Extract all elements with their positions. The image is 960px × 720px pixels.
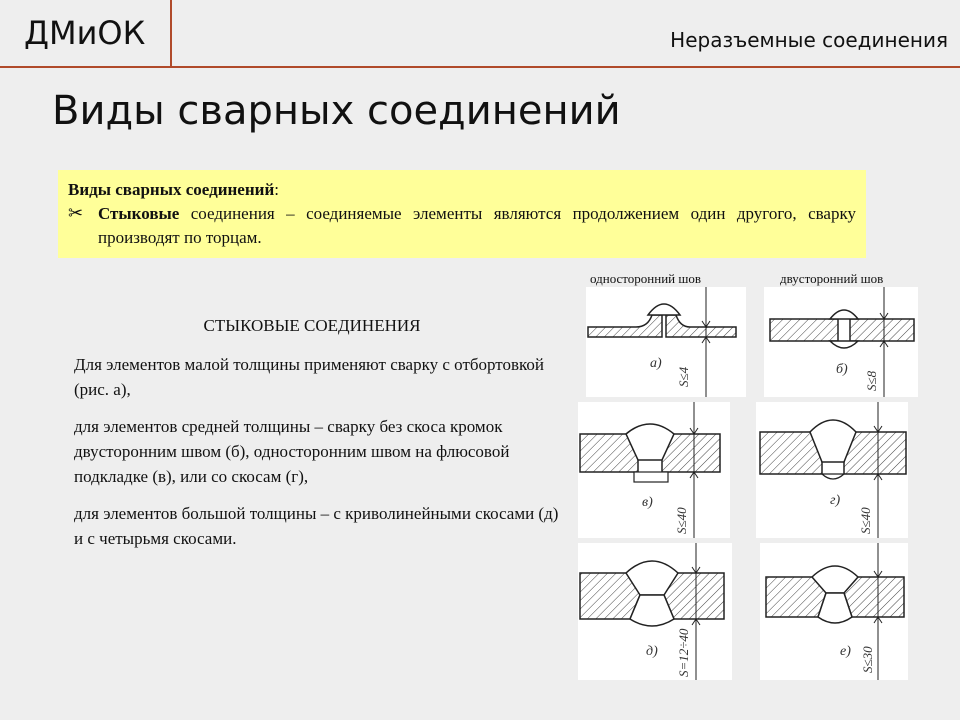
paragraph-medium: для элементов средней толщины – сварку без скоса кромок двусторонним швом (б), односторонним швом на флюсовой подкладке (в), или со скосам (г),: [74, 417, 510, 486]
definition-item: [68, 202, 856, 250]
figure-d: [578, 543, 732, 680]
figure-e-drawing: [760, 543, 908, 680]
figure-b: [764, 287, 918, 397]
figure-a: [586, 287, 746, 397]
label-two-sided-seam: двусторонний шов: [780, 271, 884, 286]
page-title: Виды сварных соединений: [52, 88, 621, 134]
definition-text: соединения – соединяемые элементы являются продолжением один другого, сварку производят по торцам.: [98, 204, 856, 247]
header-divider: [0, 66, 960, 68]
header-logo-block: [0, 0, 172, 66]
definition-heading-colon: :: [274, 180, 279, 199]
paragraph-thin: Для элементов малой толщины применяют сварку с отбортовкой (рис. а),: [74, 355, 545, 399]
section-title: Неразъемные соединения: [670, 28, 948, 52]
figure-e-dim: S≤30: [860, 646, 875, 673]
scissors-icon: ✂: [68, 203, 84, 223]
figure-a-drawing: [586, 287, 746, 397]
figure-v-drawing: [578, 402, 730, 538]
definition-term: Стыковые: [98, 204, 180, 223]
figure-g-drawing: [756, 402, 908, 538]
figure-a-letter: а): [650, 356, 662, 371]
figure-a-dim: S≤4: [676, 366, 691, 387]
figure-e-letter: е): [840, 644, 851, 659]
figure-v-dim: S≤40: [674, 507, 689, 534]
figure-d-letter: д): [646, 644, 658, 659]
figure-e: [760, 543, 908, 680]
figure-g: [756, 402, 908, 538]
definition-heading: [68, 178, 856, 202]
figure-d-dim: S=12÷40: [676, 628, 691, 677]
figure-b-drawing: [764, 287, 918, 397]
description-text: [74, 352, 564, 563]
figure-g-letter: г): [830, 493, 841, 508]
figure-v-letter: в): [642, 495, 653, 510]
paragraph-thick: для элементов большой толщины – с криволинейными скосами (д) и с четырьмя скосами.: [74, 504, 559, 548]
label-one-sided-seam: односторонний шов: [590, 271, 702, 286]
figure-v: [578, 402, 730, 538]
logo: ДМиОК: [24, 14, 146, 52]
figure-b-dim: S≤8: [864, 370, 879, 391]
figure-d-drawing: [578, 543, 732, 680]
figure-b-letter: б): [836, 362, 848, 377]
butt-joints-heading: СТЫКОВЫЕ СОЕДИНЕНИЯ: [203, 316, 421, 335]
figure-g-dim: S≤40: [858, 507, 873, 534]
definition-box: [58, 170, 866, 258]
definition-heading-text: Виды сварных соединений: [68, 180, 275, 199]
